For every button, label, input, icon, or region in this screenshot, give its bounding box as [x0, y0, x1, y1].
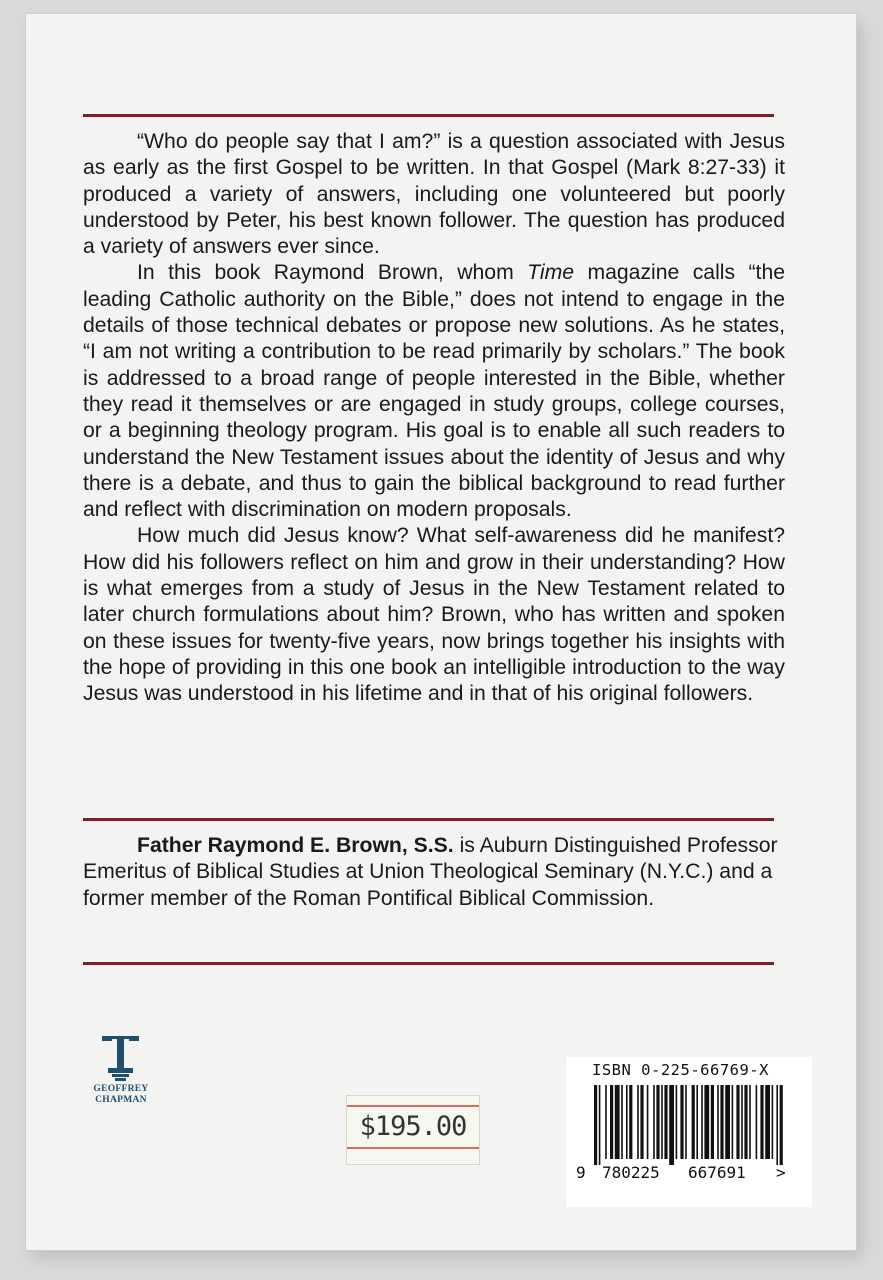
barcode-bar [749, 1085, 751, 1159]
barcode [594, 1085, 784, 1165]
isbn-barcode-area [566, 1057, 812, 1207]
barcode-bar [599, 1085, 601, 1165]
barcode-bar [685, 1085, 687, 1159]
barcode-bar [605, 1085, 607, 1159]
blurb-text [83, 129, 785, 708]
blurb-paragraph-2: In this book Raymond Brown, whom Time magazine calls “the leading Catholic authority on the Bible,” does not intend to engage in the details of those technical debates or propose new solutions. As he states, “I am not writing a contribution to be read primarily by scholars.” The book is addressed to a broad range of people interested in the Bible, whether they read it themselves or are engaged in study groups, college courses, or a beginning theology program. His goal is to enable all such readers to understand the New Testament issues about the identity of Jesus and why there is a debate, and thus to gain the biblical background to read further and reflect with discrimination on modern proposals. [83, 261, 786, 522]
barcode-digits-right: 667691 [688, 1163, 746, 1182]
barcode-bar [626, 1085, 628, 1159]
middle-rule [83, 818, 774, 821]
barcode-bar [701, 1085, 703, 1159]
price-value: $195.00 [359, 1111, 467, 1142]
barcode-bar [717, 1085, 719, 1159]
publisher-logo-icon [99, 1034, 143, 1084]
barcode-bar [664, 1085, 667, 1159]
barcode-bar [704, 1085, 709, 1159]
magazine-title: Time [527, 261, 575, 285]
barcode-bar [661, 1085, 663, 1159]
barcode-bar [680, 1085, 683, 1159]
barcode-digit-suffix: > [776, 1163, 786, 1182]
blurb-paragraph-3: How much did Jesus know? What self-awareness did he manifest? How did his followers reflect on him and grow in their understanding? How is what emerges from a study of Jesus in the New Testament related to later church formulations about him? Brown, who has written and spoken on these issues for twenty-five years, now brings together his insights with the hope of providing in this one book an intelligible introduction to the way Jesus was understood in his lifetime and in that of his original followers. [83, 524, 785, 706]
barcode-bar [732, 1085, 734, 1159]
barcode-bar [621, 1085, 623, 1159]
barcode-bar [676, 1085, 678, 1159]
barcode-bar [744, 1085, 747, 1159]
barcode-bar [711, 1085, 714, 1159]
barcode-bar [640, 1085, 643, 1159]
barcode-bar [725, 1085, 730, 1159]
publisher-name-line-2: CHAPMAN [95, 1095, 147, 1105]
barcode-bar [653, 1085, 655, 1159]
publisher-logo [81, 1034, 161, 1106]
barcode-bar [669, 1085, 674, 1165]
publisher-name-line-1: GEOFFREY [93, 1084, 149, 1094]
barcode-bar [594, 1085, 597, 1165]
barcode-bar [772, 1085, 774, 1159]
author-bio [83, 833, 785, 912]
barcode-bar [765, 1085, 770, 1159]
barcode-bar [692, 1085, 695, 1159]
barcode-bar [760, 1085, 763, 1159]
barcode-bar [647, 1085, 649, 1159]
barcode-bar [656, 1085, 659, 1159]
barcode-bar [736, 1085, 739, 1159]
barcode-bar [756, 1085, 758, 1159]
barcode-bar [696, 1085, 698, 1159]
barcode-bar [741, 1085, 743, 1159]
author-name: Father Raymond E. Brown, S.S. [137, 834, 454, 857]
barcode-bar [720, 1085, 723, 1159]
barcode-bar [615, 1085, 620, 1159]
barcode-bar [637, 1085, 639, 1159]
back-cover [26, 14, 856, 1250]
barcode-bar [780, 1085, 783, 1165]
top-rule [83, 114, 774, 117]
blurb-paragraph-1: “Who do people say that I am?” is a question associated with Jesus as early as the first Gospel to be written. In that Gospel (Mark 8:27-33) it produced a variety of answers, including one volunteered but poorly understood by Peter, his best known follower. The question has produced a variety of answers ever since. [83, 130, 785, 259]
barcode-digits-left: 780225 [602, 1163, 660, 1182]
author-description: is Auburn Distinguished Professor Emeritus of Biblical Studies at Union Theological Seminary (N.Y.C.) and a former member of the Roman Pontifical Biblical Commission. [83, 834, 778, 910]
barcode-bar [610, 1085, 613, 1159]
isbn-number: ISBN 0-225-66769-X [592, 1061, 769, 1079]
price-sticker [346, 1095, 480, 1165]
barcode-bar [629, 1085, 632, 1159]
bottom-rule [83, 962, 774, 965]
barcode-bar [776, 1085, 778, 1165]
barcode-digit-prefix: 9 [576, 1163, 586, 1182]
